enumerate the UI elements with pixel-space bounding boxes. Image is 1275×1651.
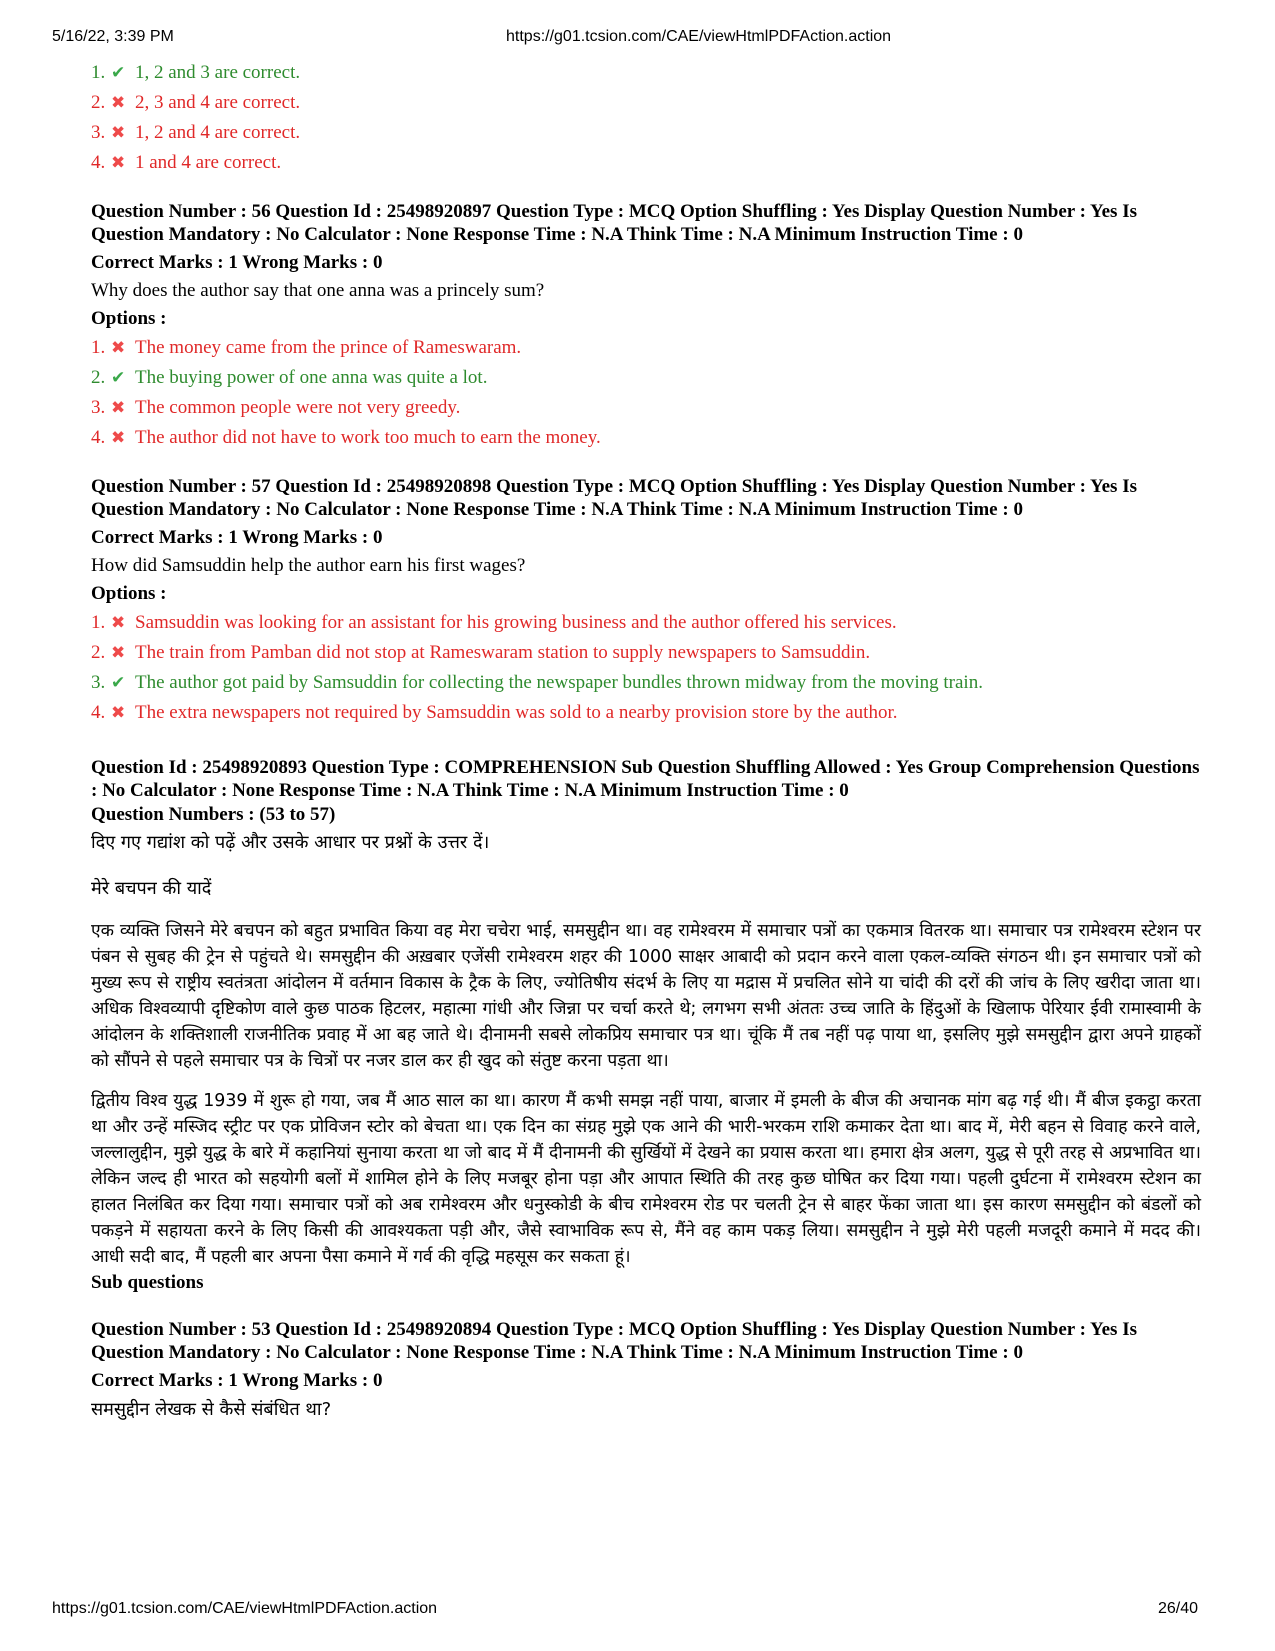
option-item: 1. ✖ Samsuddin was looking for an assistant for his growing business and the author offered his services. — [91, 608, 1201, 638]
check-icon: ✔ — [111, 368, 126, 388]
passage-paragraph-2: द्वितीय विश्व युद्ध 1939 में शुरू हो गया, जब मैं आठ साल का था। कारण मैं कभी समझ नहीं पाया, बाजार में इमली के बीज की अचानक मांग बढ़ गई थी। मैं बीज इकट्ठा करता था और उन्हें मस्जिद स्ट्रीट पर एक प्रोविजन स्टोर को बेचता था। एक दिन का संग्रह मुझे एक आने की भारी-भरकम राशि कमाकर देता था। बाद में, मेरी बहन से विवाह करने वाले, जल्लालुद्दीन, मुझे युद्ध के बारे में कहानियां सुनाया करता था जो बाद में मैं दीनामनी की सुर्खियों में देखने का प्रयास करता था। हमारा क्षेत्र अलग, युद्ध से पूरी तरह से अप्रभावित था। लेकिन जल्द ही भारत को सहयोगी बलों में शामिल होने के लिए मजबूर होना पड़ा और आपात स्थिति की तरह कुछ घोषित कर दिया गया। पहली दुर्घटना में रामेश्वरम स्टेशन का हालत निलंबित कर दिया गया। समाचार पत्रों को अब रामेश्वरम और धनुस्कोडी के बीच रामेश्वरम रोड पर चलती ट्रेन से बाहर फेंका जाता था। इस कारण समसुद्दीन को बंडलों को पकड़ने में सहायता करने के लिए किसी की आवश्यकता पड़ी और, जैसे स्वाभाविक रूप से, मैंने वह काम पकड़ लिया। समसुद्दीन ने मुझे मेरी पहली मजदूरी कमाने में मदद की। आधी सदी बाद, मैं पहली बार अपना पैसा कमाने में गर्व की वृद्धि महसूस कर सकता हूं। — [91, 1091, 1201, 1267]
options-label: Options : — [91, 583, 167, 604]
question-text: Why does the author say that one anna was a princely sum? — [91, 280, 545, 301]
option-item: 3. ✖ 1, 2 and 4 are correct. — [91, 118, 1201, 148]
cross-icon: ✖ — [111, 398, 126, 418]
option-item: 4. ✖ The extra newspapers not required by Samsuddin was sold to a nearby provision store by the author. — [91, 698, 1201, 728]
document-content — [91, 58, 1201, 1425]
question-56 — [91, 200, 1201, 453]
option-item: 3. ✖ The common people were not very greedy. — [91, 393, 1201, 423]
passage-instruction: दिए गए गद्यांश को पढ़ें और उसके आधार पर प्रश्नों के उत्तर दें। — [91, 832, 490, 853]
comprehension-meta: Question Id : 25498920893 Question Type : COMPREHENSION Sub Question Shuffling Allowed : Yes Group Comprehension Questions : No Calculator : None Response Time : N.A Think Time : N.A Minimum Instruction Time : 0 — [91, 757, 1200, 801]
question-text: How did Samsuddin help the author earn his first wages? — [91, 555, 526, 576]
cross-icon: ✖ — [111, 703, 126, 723]
question-53 — [91, 1318, 1201, 1425]
question-meta: Question Number : 53 Question Id : 25498920894 Question Type : MCQ Option Shuffling : Yes Display Question Number : Yes Is Question Mandatory : No Calculator : None Response Time : N.A Think Time : N.A Minimum Instruction Time : 0 — [91, 1319, 1137, 1363]
question-57 — [91, 475, 1201, 728]
passage-title: मेरे बचपन की यादें — [91, 878, 212, 899]
cross-icon: ✖ — [111, 613, 126, 633]
cross-icon: ✖ — [111, 153, 126, 173]
comprehension-block — [91, 756, 1201, 1296]
cross-icon: ✖ — [111, 93, 126, 113]
check-icon: ✔ — [111, 63, 126, 83]
sub-questions-label: Sub questions — [91, 1272, 204, 1293]
cross-icon: ✖ — [111, 428, 126, 448]
question-marks: Correct Marks : 1 Wrong Marks : 0 — [91, 1370, 383, 1391]
option-item: 1. ✔ 1, 2 and 3 are correct. — [91, 58, 1201, 88]
option-item: 2. ✔ The buying power of one anna was quite a lot. — [91, 363, 1201, 393]
print-header-url: https://g01.tcsion.com/CAE/viewHtmlPDFAction.action — [506, 28, 892, 45]
page-number: 26/40 — [1158, 1600, 1199, 1617]
option-item: 1. ✖ The money came from the prince of Rameswaram. — [91, 333, 1201, 363]
question-meta: Question Number : 56 Question Id : 25498920897 Question Type : MCQ Option Shuffling : Yes Display Question Number : Yes Is Question Mandatory : No Calculator : None Response Time : N.A Think Time : N.A Minimum Instruction Time : 0 — [91, 201, 1137, 245]
question-numbers: Question Numbers : (53 to 57) — [91, 804, 336, 825]
option-item: 2. ✖ 2, 3 and 4 are correct. — [91, 88, 1201, 118]
cross-icon: ✖ — [111, 123, 126, 143]
cross-icon: ✖ — [111, 643, 126, 663]
option-item: 4. ✖ The author did not have to work too much to earn the money. — [91, 423, 1201, 453]
option-item: 4. ✖ 1 and 4 are correct. — [91, 148, 1201, 178]
option-item: 3. ✔ The author got paid by Samsuddin for collecting the newspaper bundles thrown midway from the moving train. — [91, 668, 1201, 698]
print-datetime: 5/16/22, 3:39 PM — [52, 28, 174, 45]
option-item: 2. ✖ The train from Pamban did not stop at Rameswaram station to supply newspapers to Samsuddin. — [91, 638, 1201, 668]
check-icon: ✔ — [111, 673, 126, 693]
prev-options-list — [91, 58, 1201, 178]
question-marks: Correct Marks : 1 Wrong Marks : 0 — [91, 252, 383, 273]
options-label: Options : — [91, 308, 167, 329]
passage-paragraph-1: एक व्यक्ति जिसने मेरे बचपन को बहुत प्रभावित किया वह मेरा चचेरा भाई, समसुद्दीन था। वह रामेश्वरम में समाचार पत्रों का एकमात्र वितरक था। समाचार पत्र रामेश्वरम स्टेशन पर पंबन से सुबह की ट्रेन से पहुंचते थे। समसुद्दीन की अख़बार एजेंसी रामेश्वरम शहर की 1000 साक्षर आबादी को प्रदान करने वाला एकल-व्यक्ति संगठन थी। इन समाचार पत्रों को मुख्य रूप से राष्ट्रीय स्वतंत्रता आंदोलन में वर्तमान विकास के ट्रैक के लिए, ज्योतिषीय संदर्भ के लिए या मद्रास में प्रचलित सोने या चांदी की दरों की जांच के लिए खरीदा जाता था। अधिक विश्वव्यापी दृष्टिकोण वाले कुछ पाठक हिटलर, महात्मा गांधी और जिन्ना पर चर्चा करते थे; लगभग सभी अंततः उच्च जाति के हिंदुओं के खिलाफ पेरियार ईवी रामास्वामी के आंदोलन के शक्तिशाली राजनीतिक प्रवाह में आ बह जाते थे। दीनामनी सबसे लोकप्रिय समाचार पत्र था। चूंकि मैं तब नहीं पढ़ पाया था, इसलिए मुझे समसुद्दीन द्वारा अपने ग्राहकों को सौंपने से पहले समाचार पत्र के चित्रों पर नजर डाल कर ही खुद को संतुष्ट करना पड़ता था। — [91, 921, 1201, 1071]
question-marks: Correct Marks : 1 Wrong Marks : 0 — [91, 527, 383, 548]
cross-icon: ✖ — [111, 338, 126, 358]
question-text: समसुद्दीन लेखक से कैसे संबंधित था? — [91, 1399, 332, 1420]
print-footer-url: https://g01.tcsion.com/CAE/viewHtmlPDFAction.action — [52, 1600, 438, 1617]
question-meta: Question Number : 57 Question Id : 25498920898 Question Type : MCQ Option Shuffling : Yes Display Question Number : Yes Is Question Mandatory : No Calculator : None Response Time : N.A Think Time : N.A Minimum Instruction Time : 0 — [91, 476, 1137, 520]
